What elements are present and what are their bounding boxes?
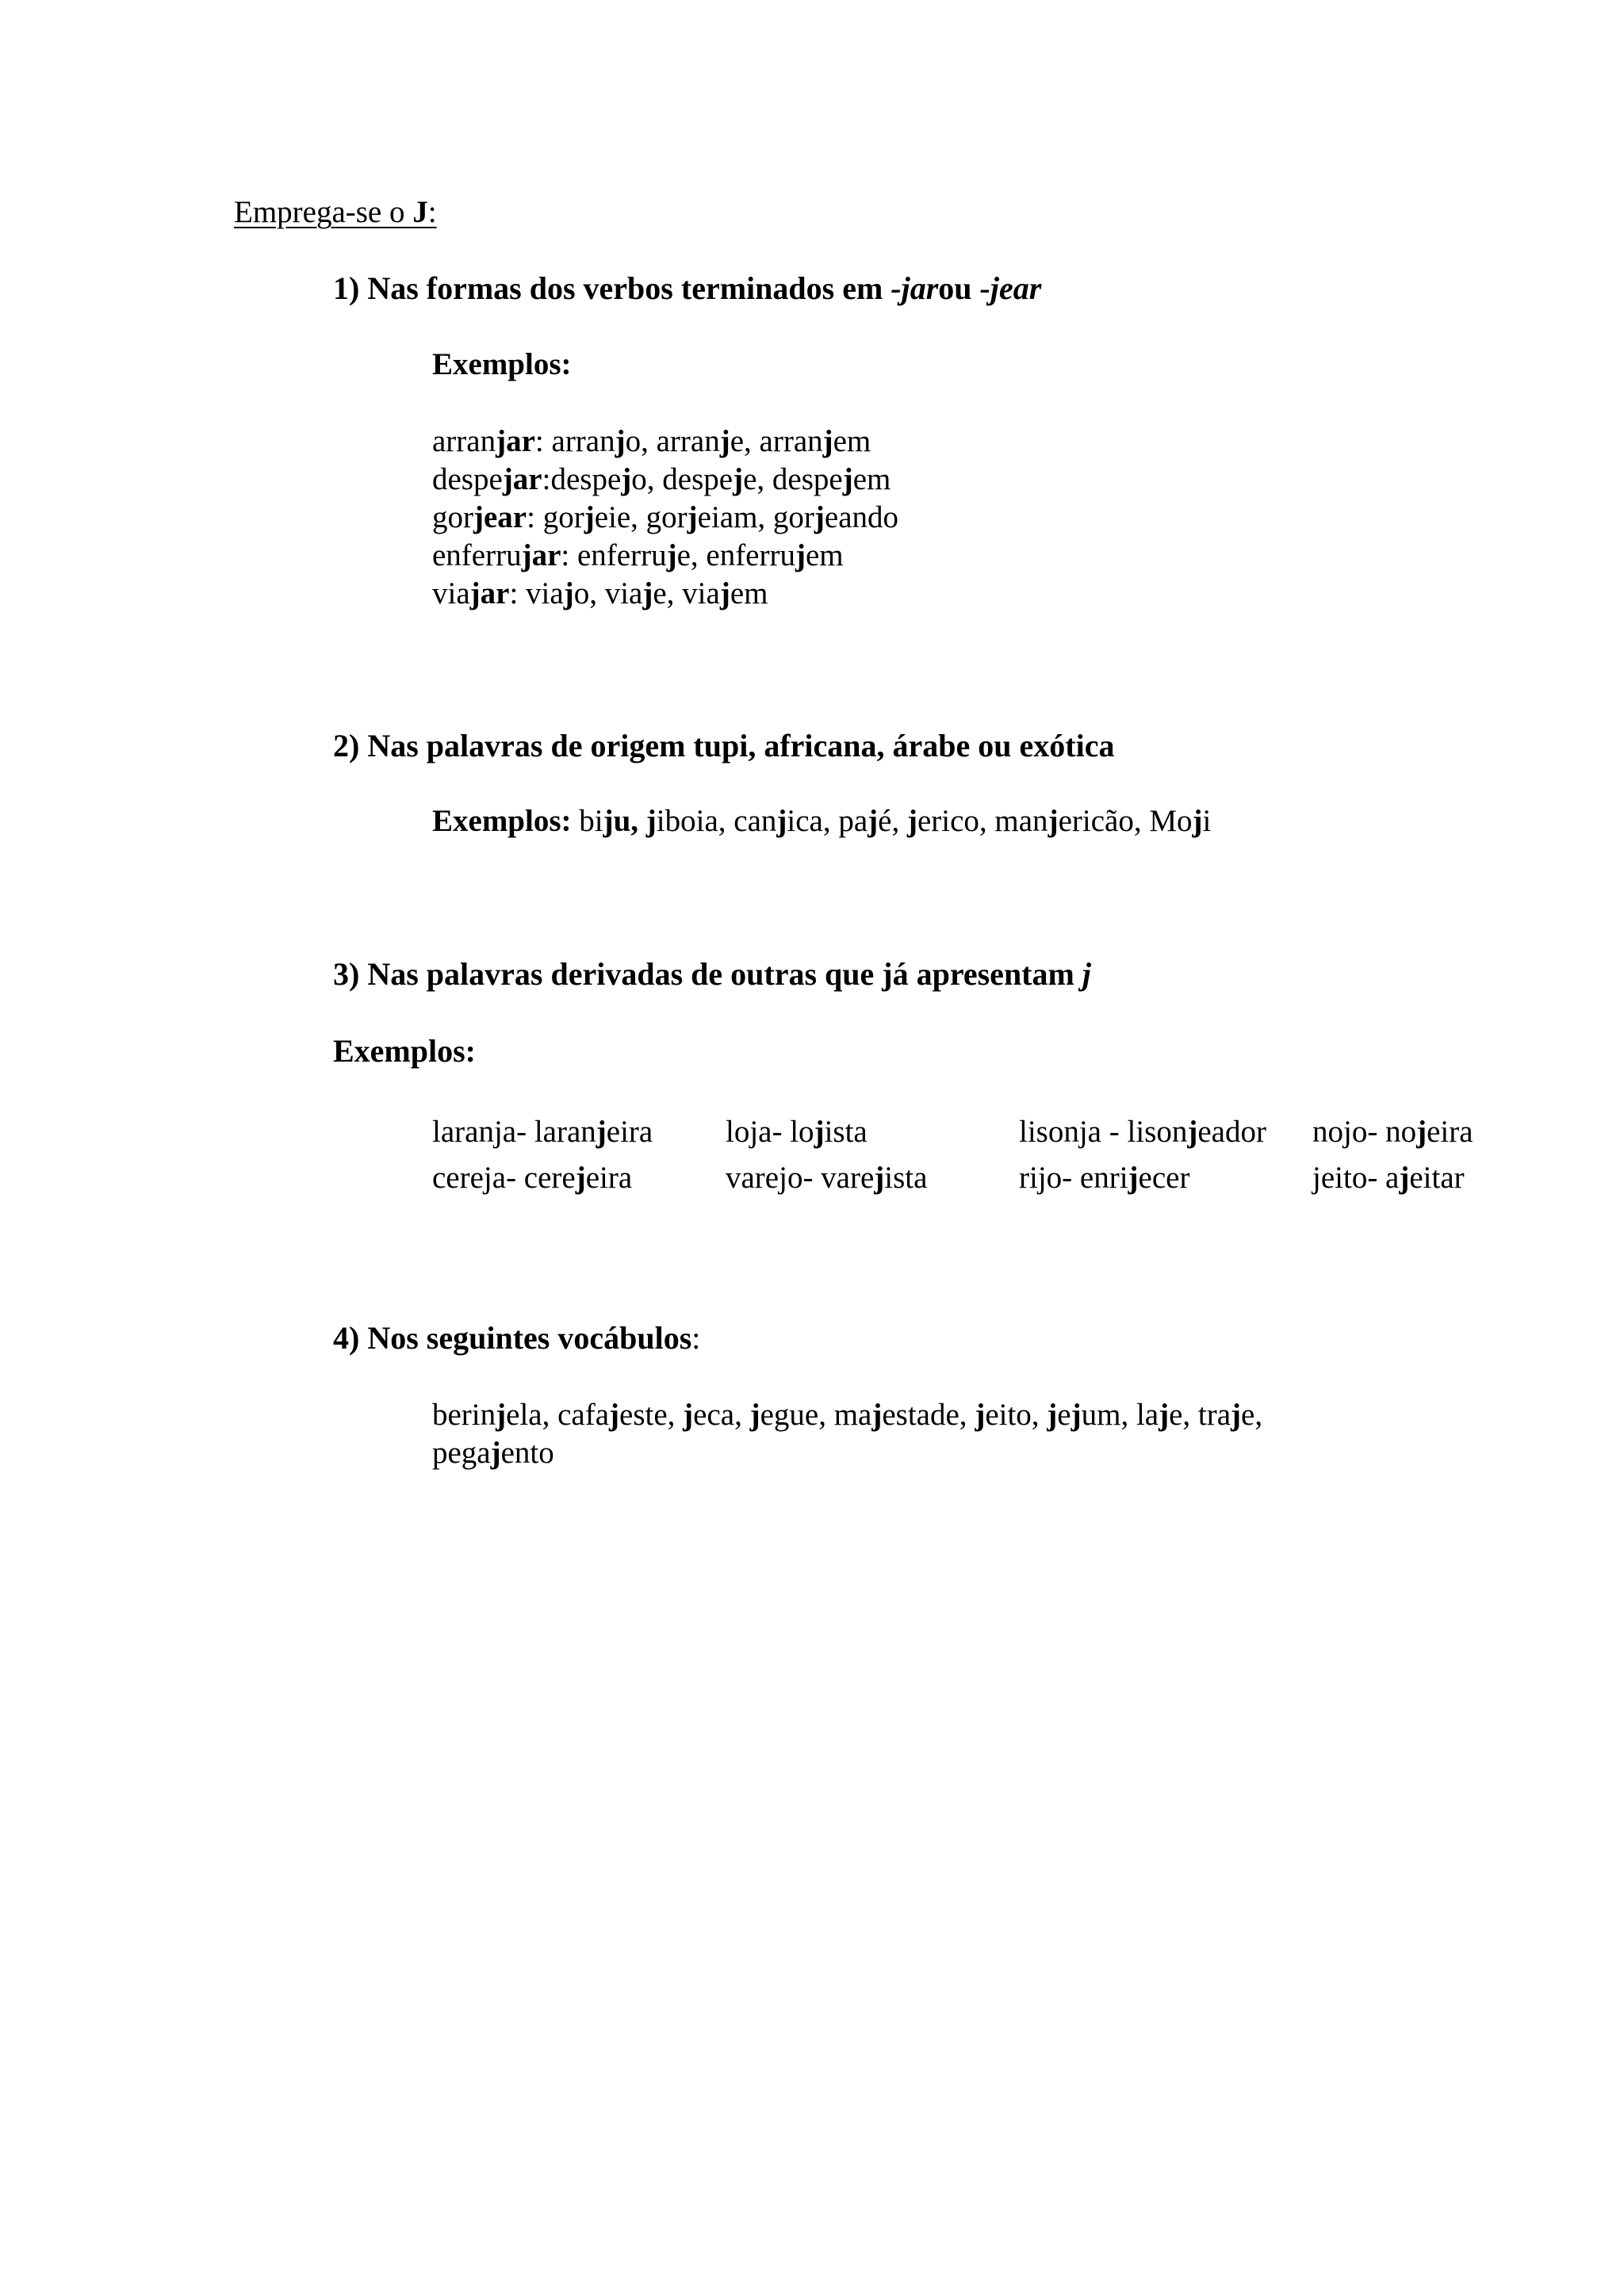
text-segment: eie, gor xyxy=(594,500,688,534)
text-segment: o, arran xyxy=(625,424,720,458)
text-segment: eador xyxy=(1197,1115,1266,1149)
highlight-j: jar xyxy=(496,424,535,458)
intro-letter: J xyxy=(412,195,428,229)
text-segment: cereja- cere xyxy=(432,1161,576,1195)
text-segment: um, la xyxy=(1081,1398,1159,1432)
highlight-j: jear xyxy=(473,500,527,534)
highlight-j: j xyxy=(621,462,632,496)
text-segment: ista xyxy=(824,1115,868,1149)
text-segment: e, despe xyxy=(743,462,843,496)
highlight-j: j xyxy=(490,1436,501,1470)
highlight-j: j xyxy=(776,804,787,838)
highlight-j: j xyxy=(615,424,626,458)
highlight-j: j xyxy=(609,1398,620,1432)
text-segment: em xyxy=(852,462,891,496)
highlight-j: j xyxy=(814,500,825,534)
highlight-j: j xyxy=(733,462,744,496)
section-2-heading: 2) Nas palavras de origem tupi, africana, árabe ou exótica xyxy=(333,728,1115,763)
text-segment: : arran xyxy=(534,424,615,458)
section-1-example-list xyxy=(432,423,898,613)
highlight-j: j xyxy=(1192,804,1203,838)
highlight-j: j xyxy=(584,500,595,534)
text-segment: estade, xyxy=(882,1398,975,1432)
text-segment: lisonja - lison xyxy=(1019,1115,1188,1149)
highlight-j: j xyxy=(842,462,853,496)
derivation-pair xyxy=(1312,1113,1473,1151)
section-4-heading: 4) Nos seguintes vocábulos: xyxy=(333,1320,701,1356)
highlight-j: j xyxy=(687,500,698,534)
section-3-heading: 3) Nas palavras derivadas de outras que já apresentam j xyxy=(333,956,1091,992)
highlight-j: j xyxy=(1187,1115,1198,1149)
section-3-examples-label: Exemplos: xyxy=(333,1033,476,1069)
highlight-j: j xyxy=(1047,1398,1058,1432)
example-line xyxy=(432,575,898,613)
text-segment: ica, pa xyxy=(787,804,868,838)
text-segment: rijo- enri xyxy=(1019,1161,1128,1195)
text-segment: gor xyxy=(432,500,473,534)
section-1-examples-label: Exemplos: xyxy=(432,347,572,381)
suffix-jear: -jear xyxy=(979,270,1042,306)
example-line xyxy=(432,499,898,537)
text-segment: : via xyxy=(509,576,564,610)
derivation-pair xyxy=(726,1159,927,1197)
text-segment: erico, man xyxy=(917,804,1048,838)
text-segment: ista xyxy=(884,1161,928,1195)
highlight-j: j xyxy=(906,804,917,838)
text-segment: eitar xyxy=(1409,1161,1465,1195)
text-segment: eira xyxy=(606,1115,653,1149)
text-segment: berin xyxy=(432,1398,496,1432)
highlight-j: j xyxy=(596,1115,607,1149)
text-segment: e, arran xyxy=(730,424,823,458)
text-segment: em xyxy=(833,424,871,458)
highlight-j: ju, xyxy=(603,804,639,838)
text-segment: eca, xyxy=(693,1398,750,1432)
text-segment: ericão, Mo xyxy=(1058,804,1193,838)
text-segment: e, pega xyxy=(432,1398,1263,1470)
highlight-j: j xyxy=(642,576,653,610)
intro-line xyxy=(234,193,437,232)
highlight-j: j xyxy=(645,804,657,838)
text-segment: e, enferru xyxy=(676,538,795,572)
text-segment: ela, cafa xyxy=(506,1398,610,1432)
highlight-j: jar xyxy=(502,462,542,496)
text-segment: i xyxy=(1202,804,1212,838)
text-segment: : gor xyxy=(527,500,584,534)
text-segment: arran xyxy=(432,424,496,458)
letter-j: j xyxy=(1082,956,1091,992)
text-segment xyxy=(638,804,646,838)
section-1-heading: 1) Nas formas dos verbos terminados em -jarou -jear xyxy=(333,270,1042,306)
derivation-pair xyxy=(432,1159,632,1197)
highlight-j: j xyxy=(719,424,730,458)
highlight-j: jar xyxy=(469,576,510,610)
derivation-pair xyxy=(1019,1113,1266,1151)
text-segment: via xyxy=(432,576,470,610)
text-segment: ecer xyxy=(1138,1161,1190,1195)
highlight-j: j xyxy=(1128,1161,1139,1195)
section-4-vocabulary xyxy=(432,1396,1384,1472)
intro-text: Emprega-se o J: xyxy=(234,195,437,229)
highlight-j: j xyxy=(1071,1398,1082,1432)
text-segment: iboia, can xyxy=(656,804,777,838)
text-segment: eito, xyxy=(985,1398,1048,1432)
text-segment: jeito- a xyxy=(1312,1161,1400,1195)
text-segment: loja- lo xyxy=(726,1115,814,1149)
highlight-j: j xyxy=(874,1161,885,1195)
highlight-j: j xyxy=(975,1398,986,1432)
highlight-j: j xyxy=(563,576,574,610)
text-segment: : enferru xyxy=(561,538,667,572)
highlight-j: j xyxy=(666,538,677,572)
derivation-pair xyxy=(1312,1159,1465,1197)
text-segment: ento xyxy=(500,1436,554,1470)
text-segment: este, xyxy=(619,1398,684,1432)
example-line xyxy=(432,461,898,499)
suffix-jar: -jar xyxy=(891,270,939,306)
text-segment: em xyxy=(805,538,844,572)
highlight-j: j xyxy=(795,538,806,572)
highlight-j: j xyxy=(814,1115,825,1149)
highlight-j: j xyxy=(1048,804,1059,838)
highlight-j: j xyxy=(1231,1398,1242,1432)
text-segment: varejo- vare xyxy=(726,1161,875,1195)
text-segment: bi xyxy=(579,804,603,838)
highlight-j: j xyxy=(575,1161,586,1195)
highlight-j: j xyxy=(719,576,730,610)
text-segment: despe xyxy=(432,462,503,496)
section-2-examples-label: Exemplos: xyxy=(432,804,580,838)
highlight-j: j xyxy=(822,424,833,458)
text-segment: e, tra xyxy=(1169,1398,1231,1432)
highlight-j: j xyxy=(496,1398,507,1432)
derivation-pair xyxy=(1019,1159,1189,1197)
highlight-j: j xyxy=(1416,1115,1427,1149)
derivation-pair xyxy=(432,1113,653,1151)
text-segment: egue, ma xyxy=(760,1398,872,1432)
derivation-pair xyxy=(726,1113,868,1151)
text-segment: e xyxy=(1057,1398,1071,1432)
example-line xyxy=(432,537,898,575)
section-2-example-words xyxy=(579,804,1211,838)
section-2-examples xyxy=(432,802,1211,840)
text-segment: eira xyxy=(1427,1115,1473,1149)
text-segment: eiam, gor xyxy=(697,500,814,534)
text-segment: :despe xyxy=(542,462,622,496)
text-segment: eira xyxy=(585,1161,633,1195)
highlight-j: j xyxy=(749,1398,760,1432)
text-segment: o, via xyxy=(573,576,643,610)
text-segment: em xyxy=(730,576,768,610)
highlight-j: j xyxy=(868,804,879,838)
example-line xyxy=(432,423,898,461)
text-segment: o, despe xyxy=(631,462,733,496)
highlight-j: j xyxy=(1399,1161,1410,1195)
highlight-j: j xyxy=(1159,1398,1170,1432)
text-segment: e, via xyxy=(653,576,720,610)
text-segment: nojo- no xyxy=(1312,1115,1417,1149)
text-segment: é, xyxy=(878,804,907,838)
text-segment: eando xyxy=(824,500,899,534)
text-segment: laranja- laran xyxy=(432,1115,596,1149)
highlight-j: j xyxy=(683,1398,694,1432)
highlight-j: j xyxy=(871,1398,883,1432)
highlight-j: jar xyxy=(521,538,561,572)
text-segment: enferru xyxy=(432,538,522,572)
